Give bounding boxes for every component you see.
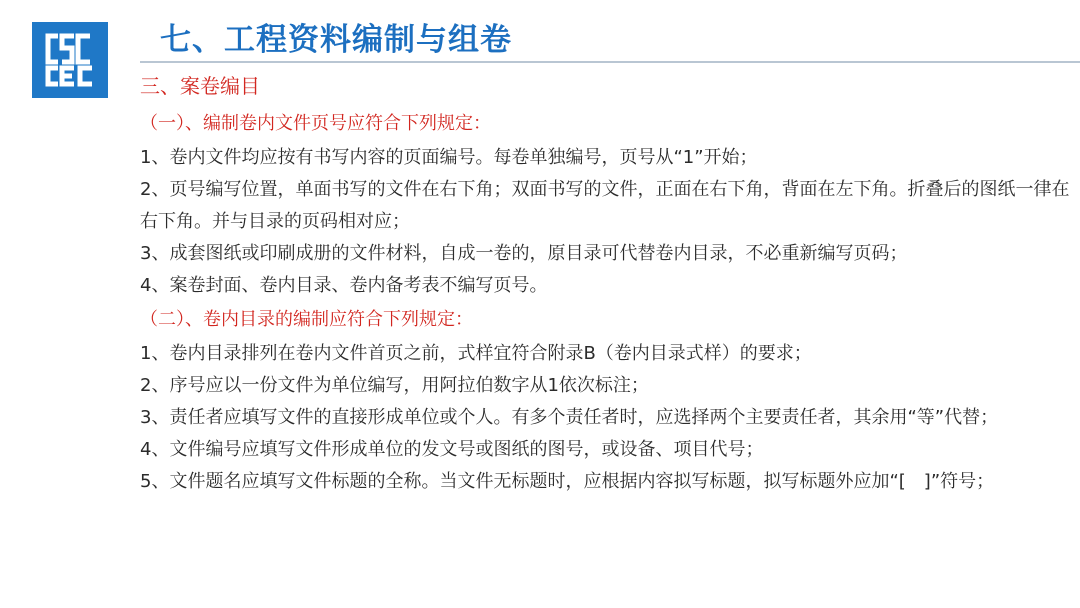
part1-item-3: 3、成套图纸或印刷成册的文件材料，自成一卷的，原目录可代替卷内目录，不必重新编写页码；: [140, 243, 908, 264]
document-body: [140, 66, 1070, 498]
section-heading: 三、案卷编目: [140, 74, 260, 98]
part1-item-2: 2、页号编写位置，单面书写的文件在右下角；双面书写的文件，正面在右下角，背面在左下角。折叠后的图纸一律在右下角。并与目录的页码相对应；: [140, 179, 1070, 232]
page-title: 七、工程资料编制与组卷: [160, 22, 512, 58]
part1-item-1: 1、卷内文件均应按有书写内容的页面编号。每卷单独编号，页号从“1”开始；: [140, 147, 758, 168]
part2-heading: （二）、卷内目录的编制应符合下列规定：: [140, 309, 473, 330]
part2-item-2: 2、序号应以一份文件为单位编写，用阿拉伯数字从1依次标注；: [140, 375, 649, 396]
part2-item-5: 5、文件题名应填写文件标题的全称。当文件无标题时，应根据内容拟写标题，拟写标题外应加“[ ]”符号；: [140, 471, 995, 492]
part2-item-1: 1、卷内目录排列在卷内文件首页之前，式样宜符合附录B（卷内目录式样）的要求；: [140, 343, 812, 364]
part2-item-3: 3、责任者应填写文件的直接形成单位或个人。有多个责任者时，应选择两个主要责任者，其余用“等”代替；: [140, 407, 999, 428]
part1-item-4: 4、案卷封面、卷内目录、卷内备考表不编写页号。: [140, 275, 548, 296]
cscec-logo-mark-icon: [32, 22, 108, 98]
cscec-logo: [32, 22, 108, 98]
part1-heading: （一）、编制卷内文件页号应符合下列规定：: [140, 113, 491, 134]
part2-item-4: 4、文件编号应填写文件形成单位的发文号或图纸的图号，或设备、项目代号；: [140, 439, 764, 460]
title-divider: [140, 61, 1080, 63]
